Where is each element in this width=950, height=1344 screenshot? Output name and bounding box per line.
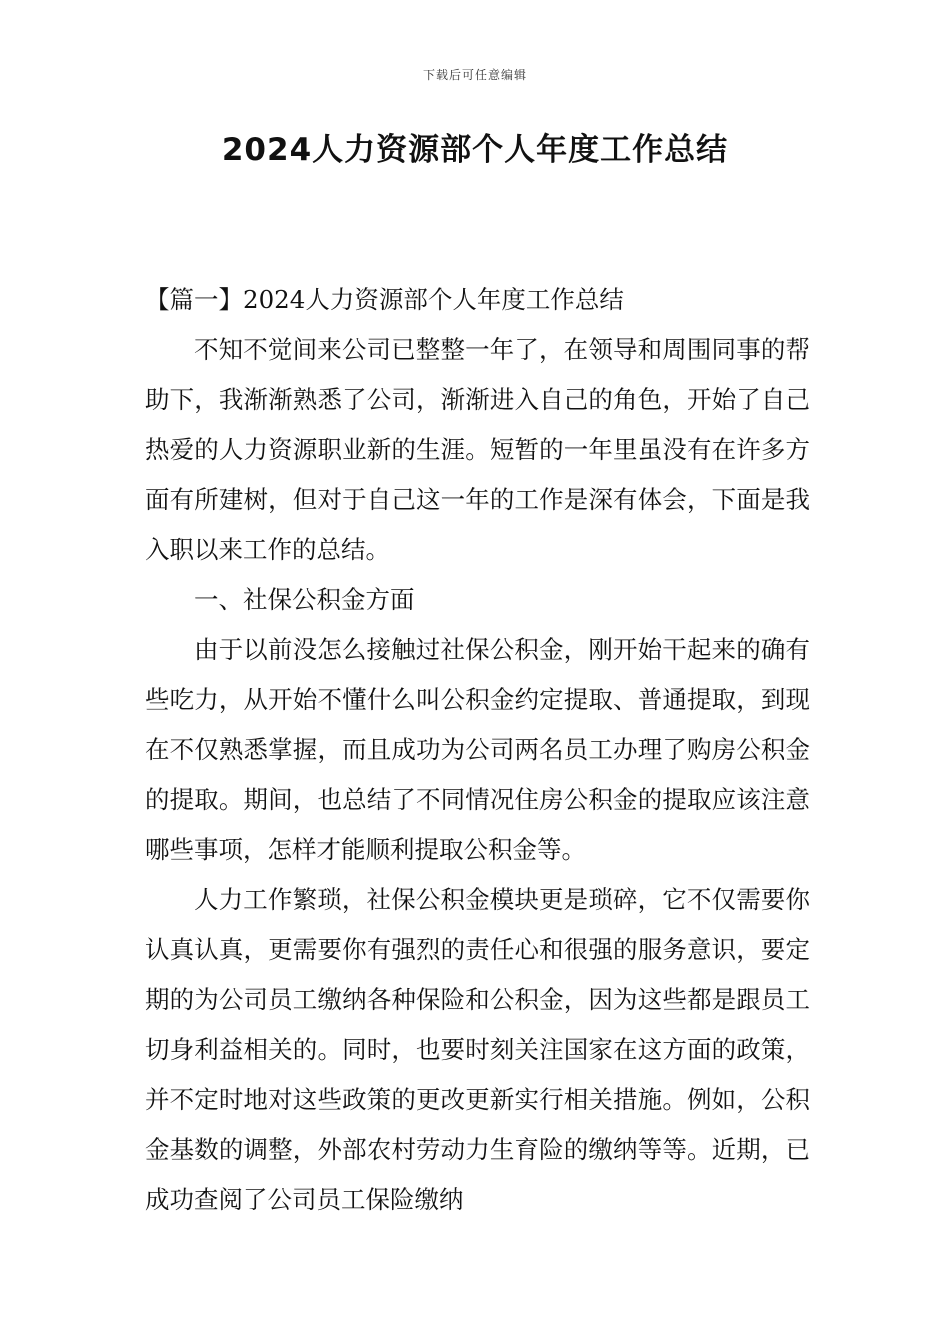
paragraph-intro: 不知不觉间来公司已整整一年了，在领导和周围同事的帮助下，我渐渐熟悉了公司，渐渐进入自己的角色，开始了自己热爱的人力资源职业新的生涯。短暂的一年里虽没有在许多方面有所建树，但对于自己这一年的工作是深有体会，下面是我入职以来工作的总结。: [145, 335, 810, 564]
document-title: 2024人力资源部个人年度工作总结: [221, 132, 729, 168]
paragraph-housing-fund: 由于以前没怎么接触过社保公积金，刚开始干起来的确有些吃力，从开始不懂什么叫公积金约定提取、普通提取，到现在不仅熟悉掌握，而且成功为公司两名员工办理了购房公积金的提取。期间，也总结了不同情况住房公积金的提取应该注意哪些事项，怎样才能顺利提取公积金等。: [145, 635, 810, 864]
paragraph-hr-work: 人力工作繁琐，社保公积金模块更是琐碎，它不仅需要你认真认真，更需要你有强烈的责任心和很强的服务意识，要定期的为公司员工缴纳各种保险和公积金，因为这些都是跟员工切身利益相关的。同时，也要时刻关注国家在这方面的政策，并不定时地对这些政策的更改更新实行相关措施。例如，公积金基数的调整，外部农村劳动力生育险的缴纳等等。近期，已成功查阅了公司员工保险缴纳: [145, 885, 810, 1214]
subheading-social-security: 一、社保公积金方面: [194, 585, 415, 614]
section-heading: 【篇一】2024人力资源部个人年度工作总结: [145, 285, 624, 314]
page-header-note: 下载后可任意编辑: [422, 68, 527, 82]
document-body: [145, 275, 810, 1225]
